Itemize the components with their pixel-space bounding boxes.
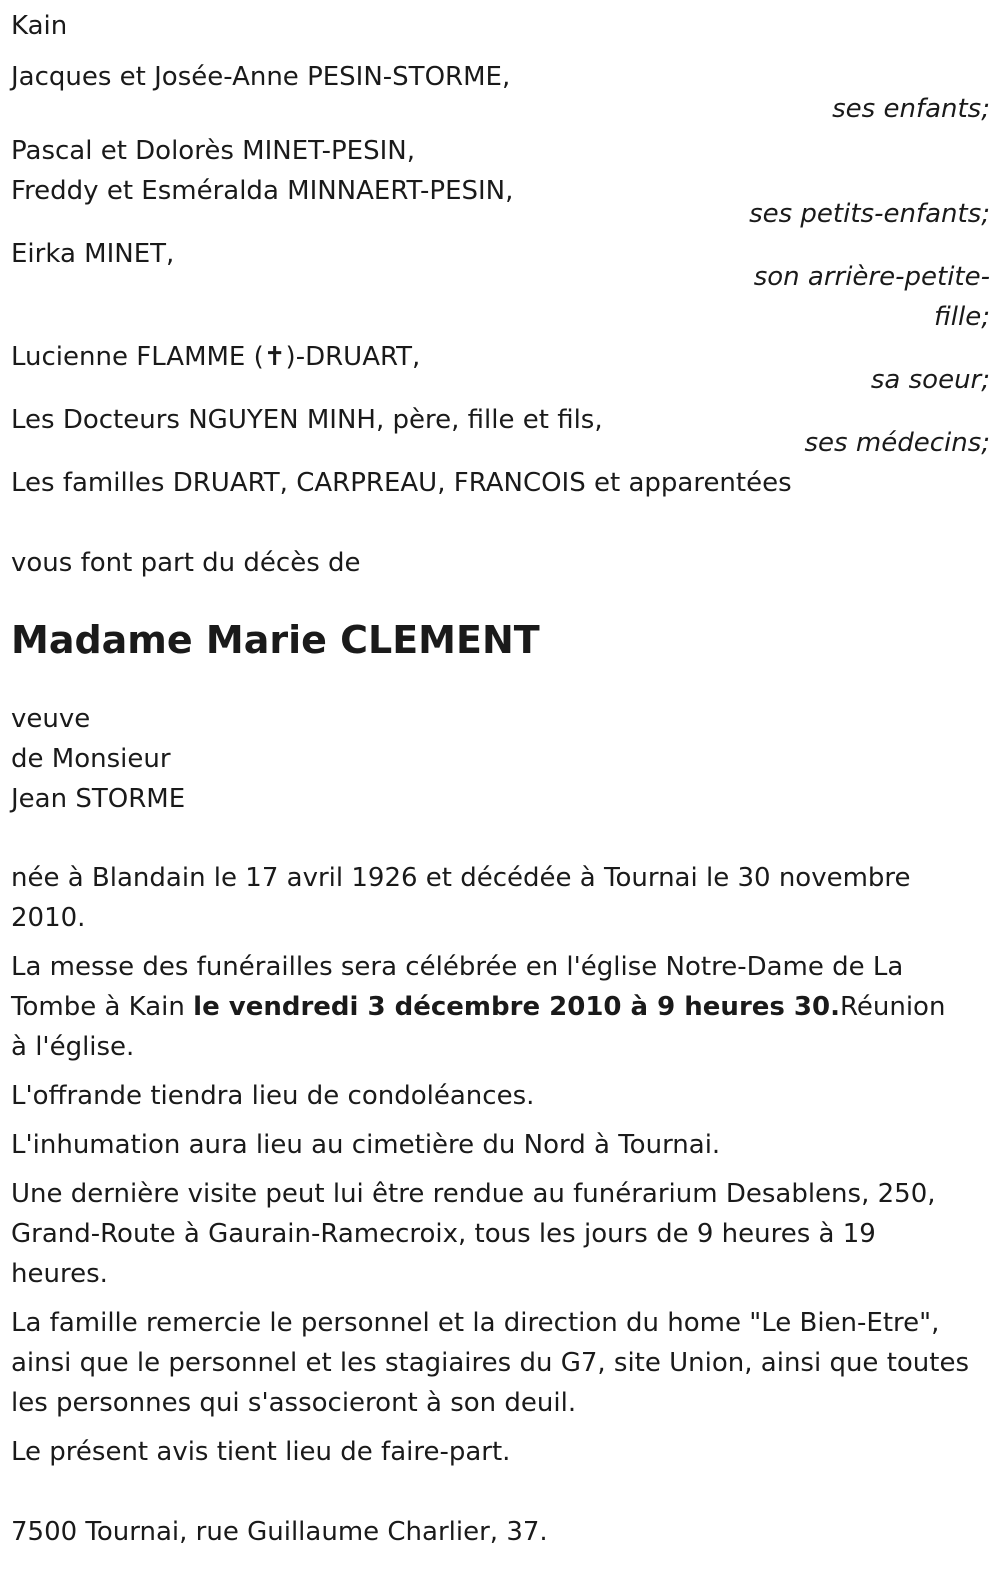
- burial-text: L'inhumation aura lieu au cimetière du Nord à Tournai.: [11, 1130, 721, 1160]
- family-names: Jacques et Josée-Anne PESIN-STORME,: [11, 62, 511, 92]
- family-role: ses petits-enfants;: [749, 199, 990, 229]
- notice-text: Le présent avis tient lieu de faire-part.: [11, 1437, 511, 1467]
- visit-text: Une dernière visite peut lui être rendue au funérarium Desablens, 250, Grand-Route à Gaurain-Ramecroix, tous les jours de 9 heures à 19 heures.: [11, 1179, 936, 1289]
- family-role: son arrière-petite-: [753, 262, 990, 292]
- family-group-sister: [11, 337, 990, 400]
- funeral-text-outro: Réunion à l'église.: [11, 992, 946, 1062]
- birth-death-text: née à Blandain le 17 avril 1926 et décédée à Tournai le 30 novembre 2010.: [11, 863, 911, 933]
- funeral-date-time: le vendredi 3 décembre 2010 à 9 heures 30.: [193, 992, 840, 1022]
- family-names: Les familles DRUART, CARPREAU, FRANCOIS et apparentées: [11, 468, 792, 498]
- announcement-text: vous font part du décès de: [11, 548, 361, 578]
- family-names: Freddy et Esméralda MINNAERT-PESIN,: [11, 176, 514, 206]
- family-group-children: [11, 57, 990, 129]
- family-group-grandchildren: [11, 131, 990, 234]
- widow-line: Jean STORME: [11, 784, 186, 814]
- family-names: Lucienne FLAMME (✝)-DRUART,: [11, 342, 421, 372]
- family-role: ses médecins;: [804, 428, 990, 458]
- family-group-relatives: [11, 463, 990, 503]
- town-name: Kain: [11, 11, 68, 41]
- widow-line: de Monsieur: [11, 744, 171, 774]
- address-text: 7500 Tournai, rue Guillaume Charlier, 37.: [11, 1517, 548, 1547]
- family-role: ses enfants;: [832, 94, 990, 124]
- deceased-name: Madame Marie CLEMENT: [11, 618, 540, 662]
- family-group-doctors: [11, 400, 990, 463]
- family-names: Les Docteurs NGUYEN MINH, père, fille et fils,: [11, 405, 603, 435]
- offering-text: L'offrande tiendra lieu de condoléances.: [11, 1081, 535, 1111]
- thanks-text: La famille remercie le personnel et la direction du home "Le Bien-Etre", ainsi que le personnel et les stagiaires du G7, site Union, ainsi que toutes les personnes qui s'associeront à son deuil.: [11, 1308, 970, 1418]
- funeral-text-intro: La messe des funérailles sera célébrée en l'église Notre-Dame de La Tombe à Kain: [11, 952, 904, 1022]
- family-role: sa soeur;: [870, 365, 990, 395]
- widow-block: [11, 699, 990, 819]
- family-group-great-grandchild: [11, 234, 990, 337]
- family-names: Pascal et Dolorès MINET-PESIN,: [11, 136, 415, 166]
- funeral-text: [11, 947, 951, 1067]
- family-role-continued: fille;: [934, 302, 990, 332]
- family-names: Eirka MINET,: [11, 239, 175, 269]
- widow-line: veuve: [11, 704, 91, 734]
